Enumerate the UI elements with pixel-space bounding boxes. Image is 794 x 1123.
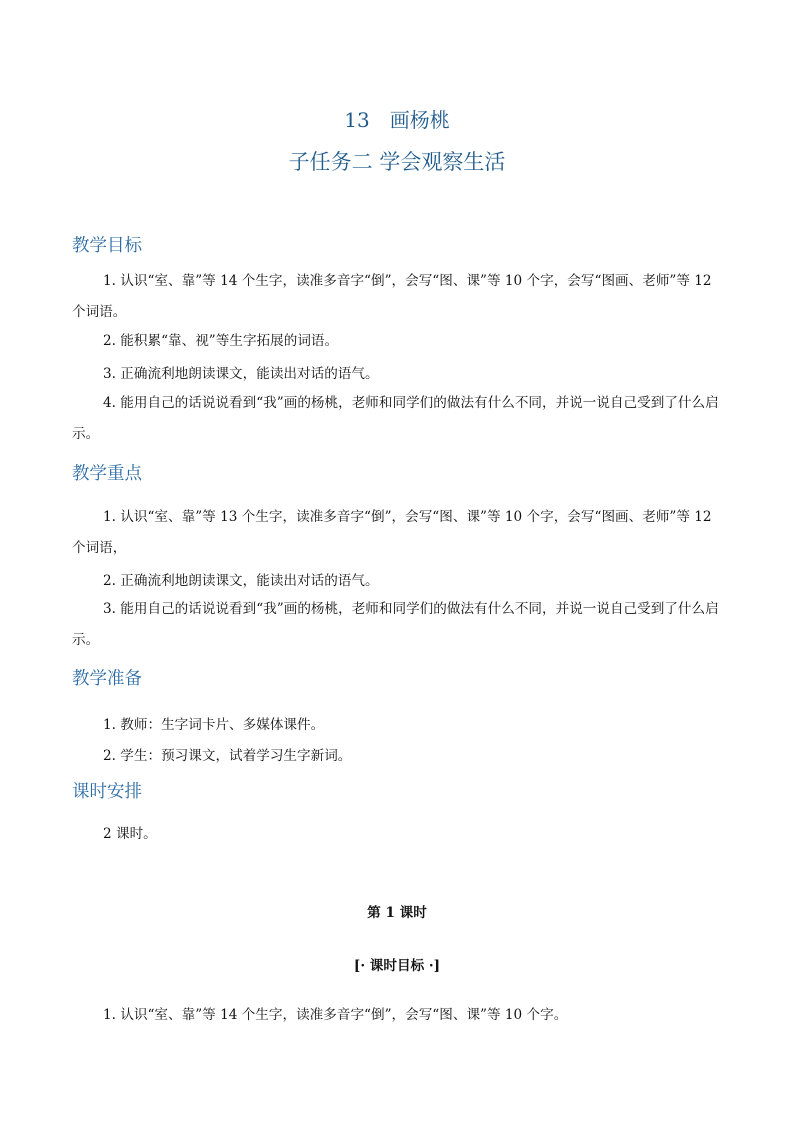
goals-heading: 教学目标 [72, 236, 142, 256]
goals-item-2: 2. 能积累“靠、视”等生字拓展的词语。 [103, 333, 339, 349]
keypoints-item-3 [72, 594, 724, 656]
lesson1-subheading: [· 课时目标 ·] [353, 958, 441, 974]
goals-item-1 [72, 266, 724, 328]
keypoints-item-3-text: 3. 能用自己的话说说看到“我”画的杨桃，老师和同学们的做法有什么不同，并说一说自己受到了什么启示。 [72, 601, 719, 648]
lesson-title: 13 画杨桃 [344, 108, 450, 132]
keypoints-item-2: 2. 正确流利地朗读课文，能读出对话的语气。 [103, 573, 379, 589]
goals-item-4-text: 4. 能用自己的话说说看到“我”画的杨桃，老师和同学们的做法有什么不同，并说一说自己受到了什么启示。 [72, 395, 719, 442]
lesson-subtitle: 子任务二 学会观察生活 [288, 150, 506, 174]
keypoints-heading: 教学重点 [72, 464, 142, 484]
keypoints-item-1-text: 1. 认识“室、靠”等 13 个生字，读准多音字“倒”，会写“图、课”等 10 个字，会写“图画、老师”等 12 个词语， [72, 509, 712, 556]
keypoints-item-1 [72, 502, 724, 564]
prep-heading: 教学准备 [72, 669, 142, 689]
goals-item-3: 3. 正确流利地朗读课文，能读出对话的语气。 [103, 366, 379, 382]
schedule-text: 2 课时。 [103, 826, 157, 842]
prep-item-1: 1. 教师：生字词卡片、多媒体课件。 [103, 717, 325, 733]
lesson1-item-1: 1. 认识“室、靠”等 14 个生字，读准多音字“倒”，会写“图、课”等 10 个字。 [103, 1007, 568, 1023]
lesson1-heading: 第 1 课时 [367, 905, 427, 921]
goals-item-1-text: 1. 认识“室、靠”等 14 个生字，读准多音字“倒”，会写“图、课”等 10 个字，会写“图画、老师”等 12 个词语。 [72, 273, 712, 320]
schedule-heading: 课时安排 [72, 782, 142, 802]
prep-item-2: 2. 学生：预习课文，试着学习生字新词。 [103, 748, 352, 764]
goals-item-4 [72, 388, 724, 450]
